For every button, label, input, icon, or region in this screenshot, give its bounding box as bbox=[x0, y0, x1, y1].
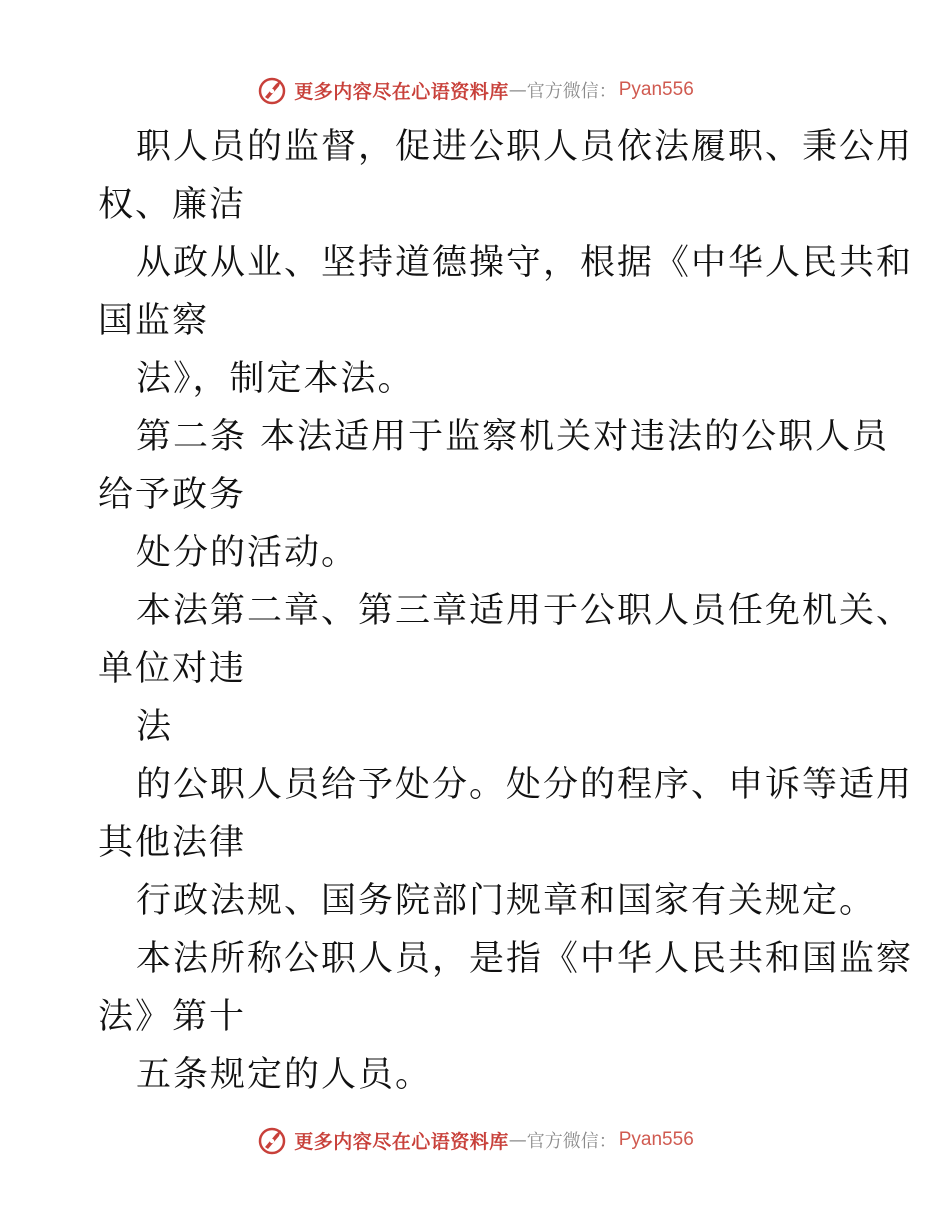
paragraph-line: 法 bbox=[136, 707, 174, 747]
paragraph-line: 其他法律 bbox=[98, 823, 247, 863]
paragraph-line: 本法所称公职人员，是指《中华人民共和国监察 bbox=[136, 939, 914, 979]
paragraph-line: 的公职人员给予处分。处分的程序、申诉等适用 bbox=[136, 765, 914, 805]
paragraph-line: 法》第十 bbox=[98, 997, 247, 1037]
watermark-dash: — bbox=[508, 1129, 527, 1151]
paragraph-line: 给予政务 bbox=[98, 475, 247, 515]
paragraph-line: 本法第二章、第三章适用于公职人员任免机关、 bbox=[136, 591, 914, 631]
document-body bbox=[98, 118, 914, 1104]
paragraph-line: 行政法规、国务院部门规章和国家有关规定。 bbox=[136, 881, 877, 921]
pen-nib-circle-icon bbox=[256, 1124, 288, 1156]
watermark-wechat-id: Pyan556 bbox=[618, 1129, 694, 1150]
footer-watermark bbox=[0, 1120, 950, 1160]
paragraph-line: 处分的活动。 bbox=[136, 533, 359, 573]
paragraph-line: 权、廉洁 bbox=[98, 185, 247, 225]
header-watermark bbox=[0, 70, 950, 110]
watermark-tagline: 更多内容尽在心语资料库 bbox=[294, 80, 509, 103]
paragraph-line: 五条规定的人员。 bbox=[136, 1055, 433, 1095]
paragraph-line: 从政从业、坚持道德操守，根据《中华人民共和 bbox=[136, 243, 914, 283]
pen-nib-circle-icon bbox=[256, 74, 288, 106]
watermark-wechat-id: Pyan556 bbox=[618, 79, 694, 100]
watermark-tagline: 更多内容尽在心语资料库 bbox=[294, 1130, 509, 1153]
watermark-dash: — bbox=[508, 79, 527, 101]
paragraph-line: 法》，制定本法。 bbox=[136, 359, 415, 399]
watermark-label: 官方微信： bbox=[526, 81, 617, 102]
watermark-label: 官方微信： bbox=[526, 1131, 617, 1152]
paragraph-line: 单位对违 bbox=[98, 649, 247, 689]
paragraph-line: 国监察 bbox=[98, 301, 210, 341]
paragraph-line: 职人员的监督，促进公职人员依法履职、秉公用 bbox=[136, 127, 914, 167]
paragraph-line: 第二条 本法适用于监察机关对违法的公职人员 bbox=[136, 417, 890, 457]
